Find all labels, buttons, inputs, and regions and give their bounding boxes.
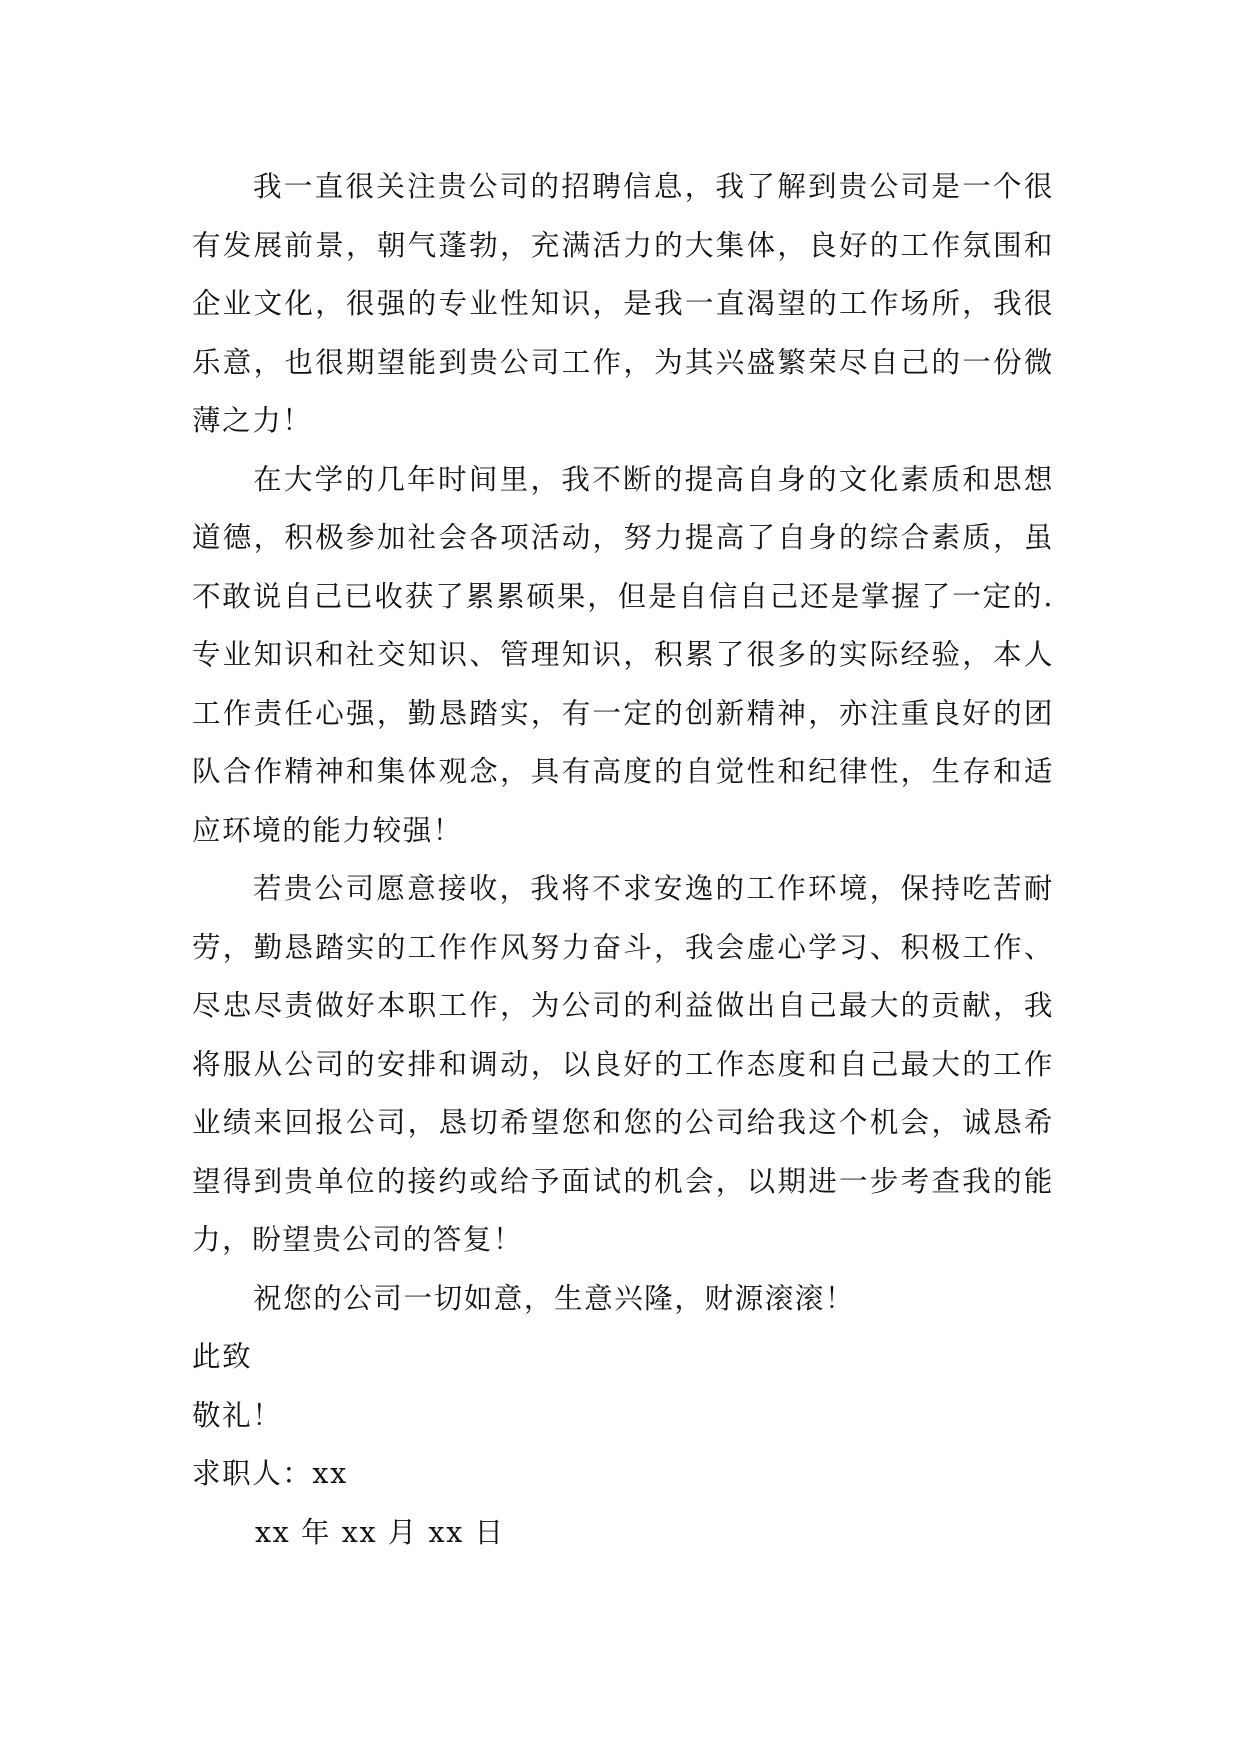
paragraph-commitment: 若贵公司愿意接收，我将不求安逸的工作环境，保持吃苦耐劳，勤恳踏实的工作作风努力奋斗，我会虚心学习、积极工作、尽忠尽责做好本职工作，为公司的利益做出自己最大的贡献，我将服从公司的安排和调动，以良好的工作态度和自己最大的工作业绩来回报公司，恳切希望您和您的公司给我这个机会，诚恳希望得到贵单位的接约或给予面试的机会，以期进一步考查我的能力，盼望贵公司的答复！ bbox=[192, 872, 1054, 1256]
paragraph-interest: 我一直很关注贵公司的招聘信息，我了解到贵公司是一个很有发展前景，朝气蓬勃，充满活力的大集体，良好的工作氛围和企业文化，很强的专业性知识，是我一直渴望的工作场所，我很乐意，也很期望能到贵公司工作，为其兴盛繁荣尽自己的一份微薄之力！ bbox=[192, 170, 1054, 437]
signature-line: 求职人：xx bbox=[192, 1457, 348, 1490]
paragraph-university: 在大学的几年时间里，我不断的提高自身的文化素质和思想道德，积极参加社会各项活动，努力提高了自身的综合素质，虽不敢说自己已收获了累累硕果，但是自信自己还是掌握了一定的.专业知识和社交知识、管理知识，积累了很多的实际经验，本人工作责任心强，勤恳踏实，有一定的创新精神，亦注重良好的团队合作精神和集体观念，具有高度的自觉性和纪律性，生存和适应环境的能力较强！ bbox=[192, 462, 1054, 847]
closing-regards: 敬礼！ bbox=[192, 1398, 283, 1432]
date-line: xx 年 xx 月 xx 日 bbox=[255, 1515, 505, 1549]
closing-salutation: 此致 bbox=[192, 1340, 253, 1373]
paragraph-wishes: 祝您的公司一切如意，生意兴隆，财源滚滚！ bbox=[253, 1281, 856, 1315]
letter-body bbox=[192, 158, 1054, 1562]
